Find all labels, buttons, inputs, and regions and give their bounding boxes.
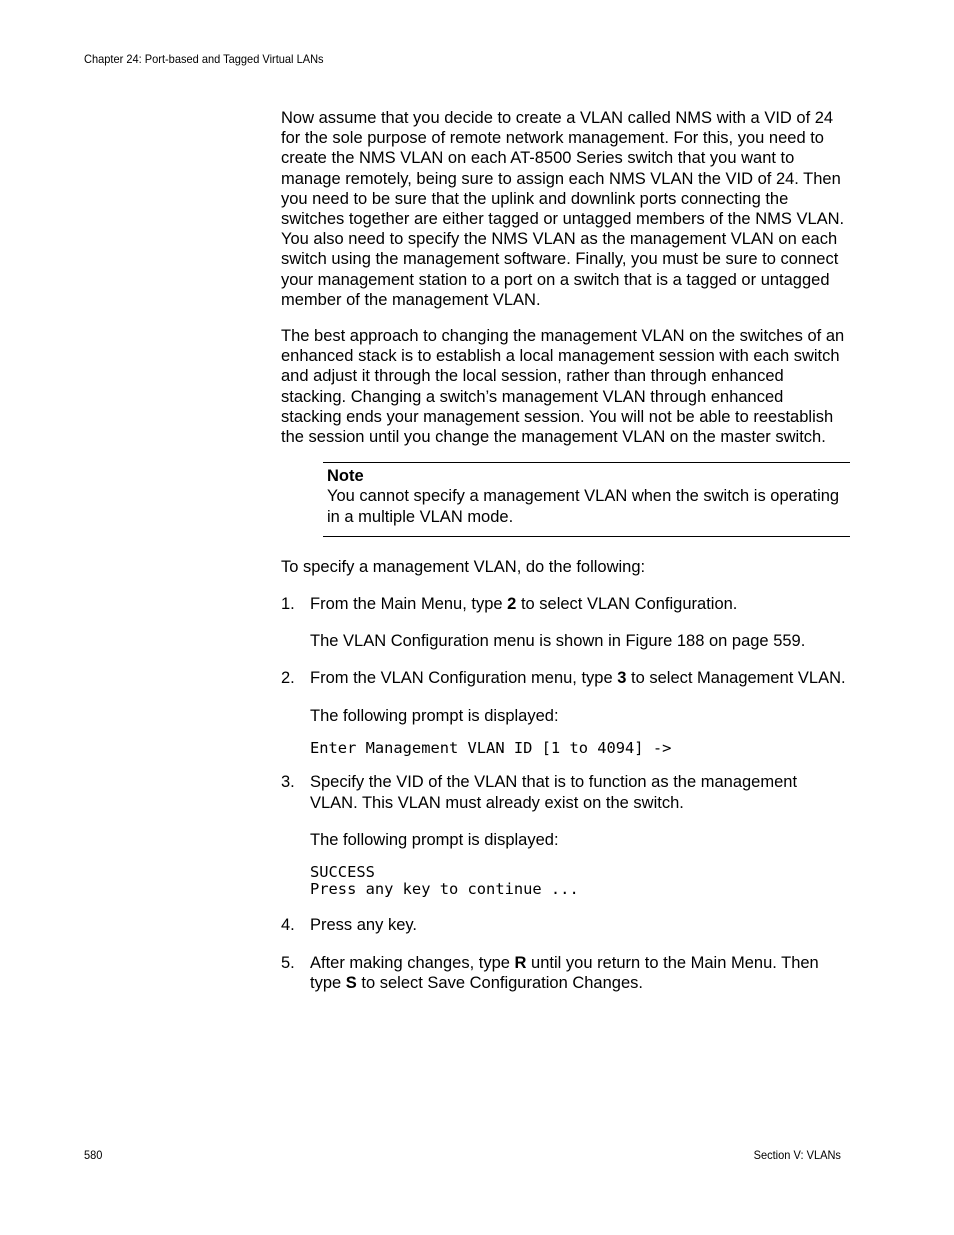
step-number: 2. [281,669,295,688]
key-name: R [514,954,527,973]
note-box [323,462,850,537]
procedure-intro: To specify a management VLAN, do the following: [281,557,646,576]
step-note: The following prompt is displayed: [310,830,559,849]
step-number: 4. [281,915,295,934]
note-title: Note [327,467,364,486]
step-number: 5. [281,954,295,973]
key-name: 2 [507,595,517,614]
paragraph-enhanced-stack: The best approach to changing the management VLAN on the switches of an enhanced stack is to establish a local management session with each switch and adjust it through the local session, rather than through enhanced stacking. Changing a switch’s management VLAN through enhanced stacking ends your management session. You will not be able to reestablish the session until you change the management VLAN on the master switch. [281,327,845,447]
step-text: After making changes, type R until you return to the Main Menu. Then type S to select Save Configuration Changes. [310,954,819,993]
step-note: The VLAN Configuration menu is shown in Figure 188 on page 559. [310,632,806,651]
console-prompt: Enter Management VLAN ID [1 to 4094] -> [310,738,672,757]
step-note: The following prompt is displayed: [310,706,559,725]
page-number: 580 [84,1148,103,1162]
section-footer: Section V: VLANs [753,1148,841,1162]
step-1 [281,594,846,651]
step-text: From the VLAN Configuration menu, type 3 to select Management VLAN. [310,669,846,688]
paragraph-nms-vlan: Now assume that you decide to create a VLAN called NMS with a VID of 24 for the sole purpose of remote network management. For this, you need to create the NMS VLAN on each AT-8500 Series switch that you want to manage remotely, being sure to assign each NMS VLAN the VID of 24. Then you need to be sure that the uplink and downlink ports connecting the switches together are either tagged or untagged members of the NMS VLAN. You also need to specify the NMS VLAN as the management VLAN on each switch using the management software. Finally, you must be sure to connect your management station to a port on a switch that is a tagged or untagged member of the management VLAN. [281,109,845,309]
step-text: Specify the VID of the VLAN that is to function as the management VLAN. This VLAN must already exist on the switch. [310,773,798,812]
step-2 [281,668,846,757]
step-number: 3. [281,773,295,792]
page-body [281,108,846,994]
step-text: Press any key. [310,915,417,934]
step-text: From the Main Menu, type 2 to select VLAN Configuration. [310,595,738,614]
note-text: You cannot specify a management VLAN when the switch is operating in a multiple VLAN mode. [327,487,840,526]
step-5 [281,953,846,993]
step-4 [281,915,846,935]
console-output: SUCCESS Press any key to continue ... [310,862,579,899]
key-name: 3 [617,669,627,688]
running-header: Chapter 24: Port-based and Tagged Virtual LANs [84,52,324,66]
step-3 [281,772,846,899]
key-name: S [345,974,357,993]
step-number: 1. [281,595,295,614]
